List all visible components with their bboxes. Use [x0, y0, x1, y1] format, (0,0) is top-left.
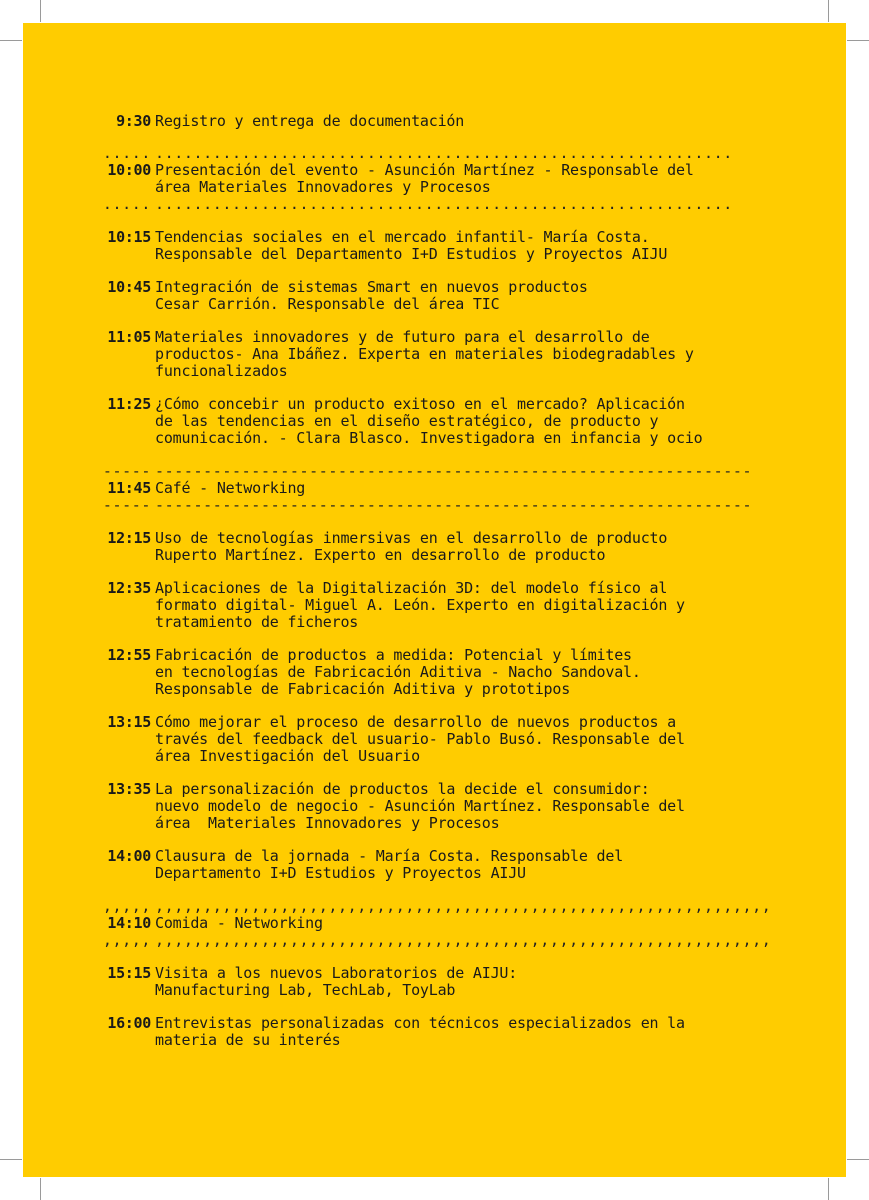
item-line: de las tendencias en el diseño estratégico, de producto y [155, 412, 659, 430]
item-time: 15:15 [107, 964, 151, 982]
schedule-item-continuation [93, 681, 793, 698]
item-line: Comida - Networking [155, 914, 323, 932]
item-time: 12:35 [107, 579, 151, 597]
item-time: 13:35 [107, 780, 151, 798]
item-line: área Materiales Innovadores y Procesos [155, 814, 500, 832]
item-line: en tecnologías de Fabricación Aditiva - Nacho Sandoval. [155, 663, 641, 681]
item-line: Materiales innovadores y de futuro para el desarrollo de [155, 328, 650, 346]
item-line: funcionalizados [155, 362, 288, 380]
schedule-item-continuation [93, 179, 793, 196]
schedule-item-continuation [93, 798, 793, 815]
separator-dots: ..... ............................................................ [102, 195, 733, 213]
item-line: comunicación. - Clara Blasco. Investigadora en infancia y ocio [155, 429, 703, 447]
schedule-item-continuation [93, 1032, 793, 1049]
schedule-item [93, 530, 793, 547]
schedule-item-continuation [93, 547, 793, 564]
schedule-item-continuation [93, 346, 793, 363]
item-line: formato digital- Miguel A. León. Experto en digitalización y [155, 596, 685, 614]
schedule-item-continuation [93, 363, 793, 380]
separator-commas: ,,,,, ,,,,,,,,,,,,,,,,,,,,,,,,,,,,,,,,,,,,,,,,,,,,,,,,,,,,,,,,,,,,,,,, [102, 897, 772, 915]
item-line: área Investigación del Usuario [155, 747, 420, 765]
schedule-item [93, 781, 793, 798]
item-line: La personalización de productos la decide el consumidor: [155, 780, 650, 798]
schedule-item-continuation [93, 614, 793, 631]
item-line: Ruperto Martínez. Experto en desarrollo de producto [155, 546, 606, 564]
item-time: 10:00 [107, 161, 151, 179]
crop-mark [828, 1178, 829, 1200]
item-line: Cómo mejorar el proceso de desarrollo de nuevos productos a [155, 713, 677, 731]
item-line: Café - Networking [155, 479, 306, 497]
schedule-item-continuation [93, 296, 793, 313]
item-time: 11:25 [107, 395, 151, 413]
program-schedule [93, 113, 793, 1049]
schedule-item [93, 647, 793, 664]
schedule-item-continuation [93, 664, 793, 681]
crop-mark [828, 0, 829, 22]
separator-dashes: ----- -------------------------------------------------------------- [102, 496, 753, 514]
schedule-item [93, 329, 793, 346]
item-time: 14:10 [107, 914, 151, 932]
item-line: productos- Ana Ibáñez. Experta en materiales biodegradables y [155, 345, 694, 363]
item-time: 9:30 [116, 112, 151, 130]
item-line: Responsable del Departamento I+D Estudios y Proyectos AIJU [155, 245, 668, 263]
item-line: través del feedback del usuario- Pablo Busó. Responsable del [155, 730, 685, 748]
schedule-item-continuation [93, 413, 793, 430]
crop-mark [40, 0, 41, 22]
item-line: ¿Cómo concebir un producto exitoso en el mercado? Aplicación [155, 395, 685, 413]
schedule-item-continuation [93, 597, 793, 614]
item-time: 11:45 [107, 479, 151, 497]
item-line: Clausura de la jornada - María Costa. Responsable del [155, 847, 624, 865]
crop-mark [847, 1159, 869, 1160]
item-line: Visita a los nuevos Laboratorios de AIJU: [155, 964, 518, 982]
schedule-item-continuation [93, 731, 793, 748]
schedule-item-continuation [93, 982, 793, 999]
crop-mark [0, 40, 22, 41]
item-time: 16:00 [107, 1014, 151, 1032]
item-line: Responsable de Fabricación Aditiva y prototipos [155, 680, 571, 698]
item-line: Tendencias sociales en el mercado infantil- María Costa. [155, 228, 650, 246]
schedule-item [93, 113, 793, 130]
separator-dots: ..... ............................................................ [102, 144, 733, 162]
item-line: área Materiales Innovadores y Procesos [155, 178, 491, 196]
item-line: Aplicaciones de la Digitalización 3D: del modelo físico al [155, 579, 668, 597]
crop-mark [40, 1178, 41, 1200]
item-time: 10:15 [107, 228, 151, 246]
schedule-item [93, 162, 793, 179]
schedule-item [93, 1015, 793, 1032]
schedule-item [93, 915, 793, 932]
item-time: 14:00 [107, 847, 151, 865]
item-time: 11:05 [107, 328, 151, 346]
item-line: Entrevistas personalizadas con técnicos especializados en la [155, 1014, 685, 1032]
item-line: tratamiento de ficheros [155, 613, 359, 631]
schedule-item-continuation [93, 748, 793, 765]
crop-mark [847, 40, 869, 41]
item-time: 10:45 [107, 278, 151, 296]
program-page [23, 23, 846, 1177]
schedule-item [93, 965, 793, 982]
item-line: Fabricación de productos a medida: Potencial y límites [155, 646, 632, 664]
item-line: materia de su interés [155, 1031, 341, 1049]
schedule-item [93, 396, 793, 413]
item-line: Integración de sistemas Smart en nuevos productos [155, 278, 588, 296]
schedule-item [93, 580, 793, 597]
item-line: Departamento I+D Estudios y Proyectos AIJU [155, 864, 526, 882]
item-line: Cesar Carrión. Responsable del área TIC [155, 295, 500, 313]
schedule-item [93, 480, 793, 497]
schedule-item [93, 714, 793, 731]
item-line: Manufacturing Lab, TechLab, ToyLab [155, 981, 456, 999]
schedule-item-continuation [93, 865, 793, 882]
separator-dashes: ----- -------------------------------------------------------------- [102, 462, 753, 480]
crop-mark [0, 1159, 22, 1160]
schedule-item [93, 848, 793, 865]
item-line: Uso de tecnologías inmersivas en el desarrollo de producto [155, 529, 668, 547]
schedule-item-continuation [93, 430, 793, 447]
item-line: Registro y entrega de documentación [155, 112, 465, 130]
item-time: 13:15 [107, 713, 151, 731]
schedule-item [93, 229, 793, 246]
item-line: nuevo modelo de negocio - Asunción Martínez. Responsable del [155, 797, 685, 815]
item-time: 12:15 [107, 529, 151, 547]
schedule-item-continuation [93, 815, 793, 832]
item-time: 12:55 [107, 646, 151, 664]
item-line: Presentación del evento - Asunción Martínez - Responsable del [155, 161, 694, 179]
schedule-item-continuation [93, 246, 793, 263]
separator-commas: ,,,,, ,,,,,,,,,,,,,,,,,,,,,,,,,,,,,,,,,,,,,,,,,,,,,,,,,,,,,,,,,,,,,,,, [102, 931, 772, 949]
schedule-item [93, 279, 793, 296]
